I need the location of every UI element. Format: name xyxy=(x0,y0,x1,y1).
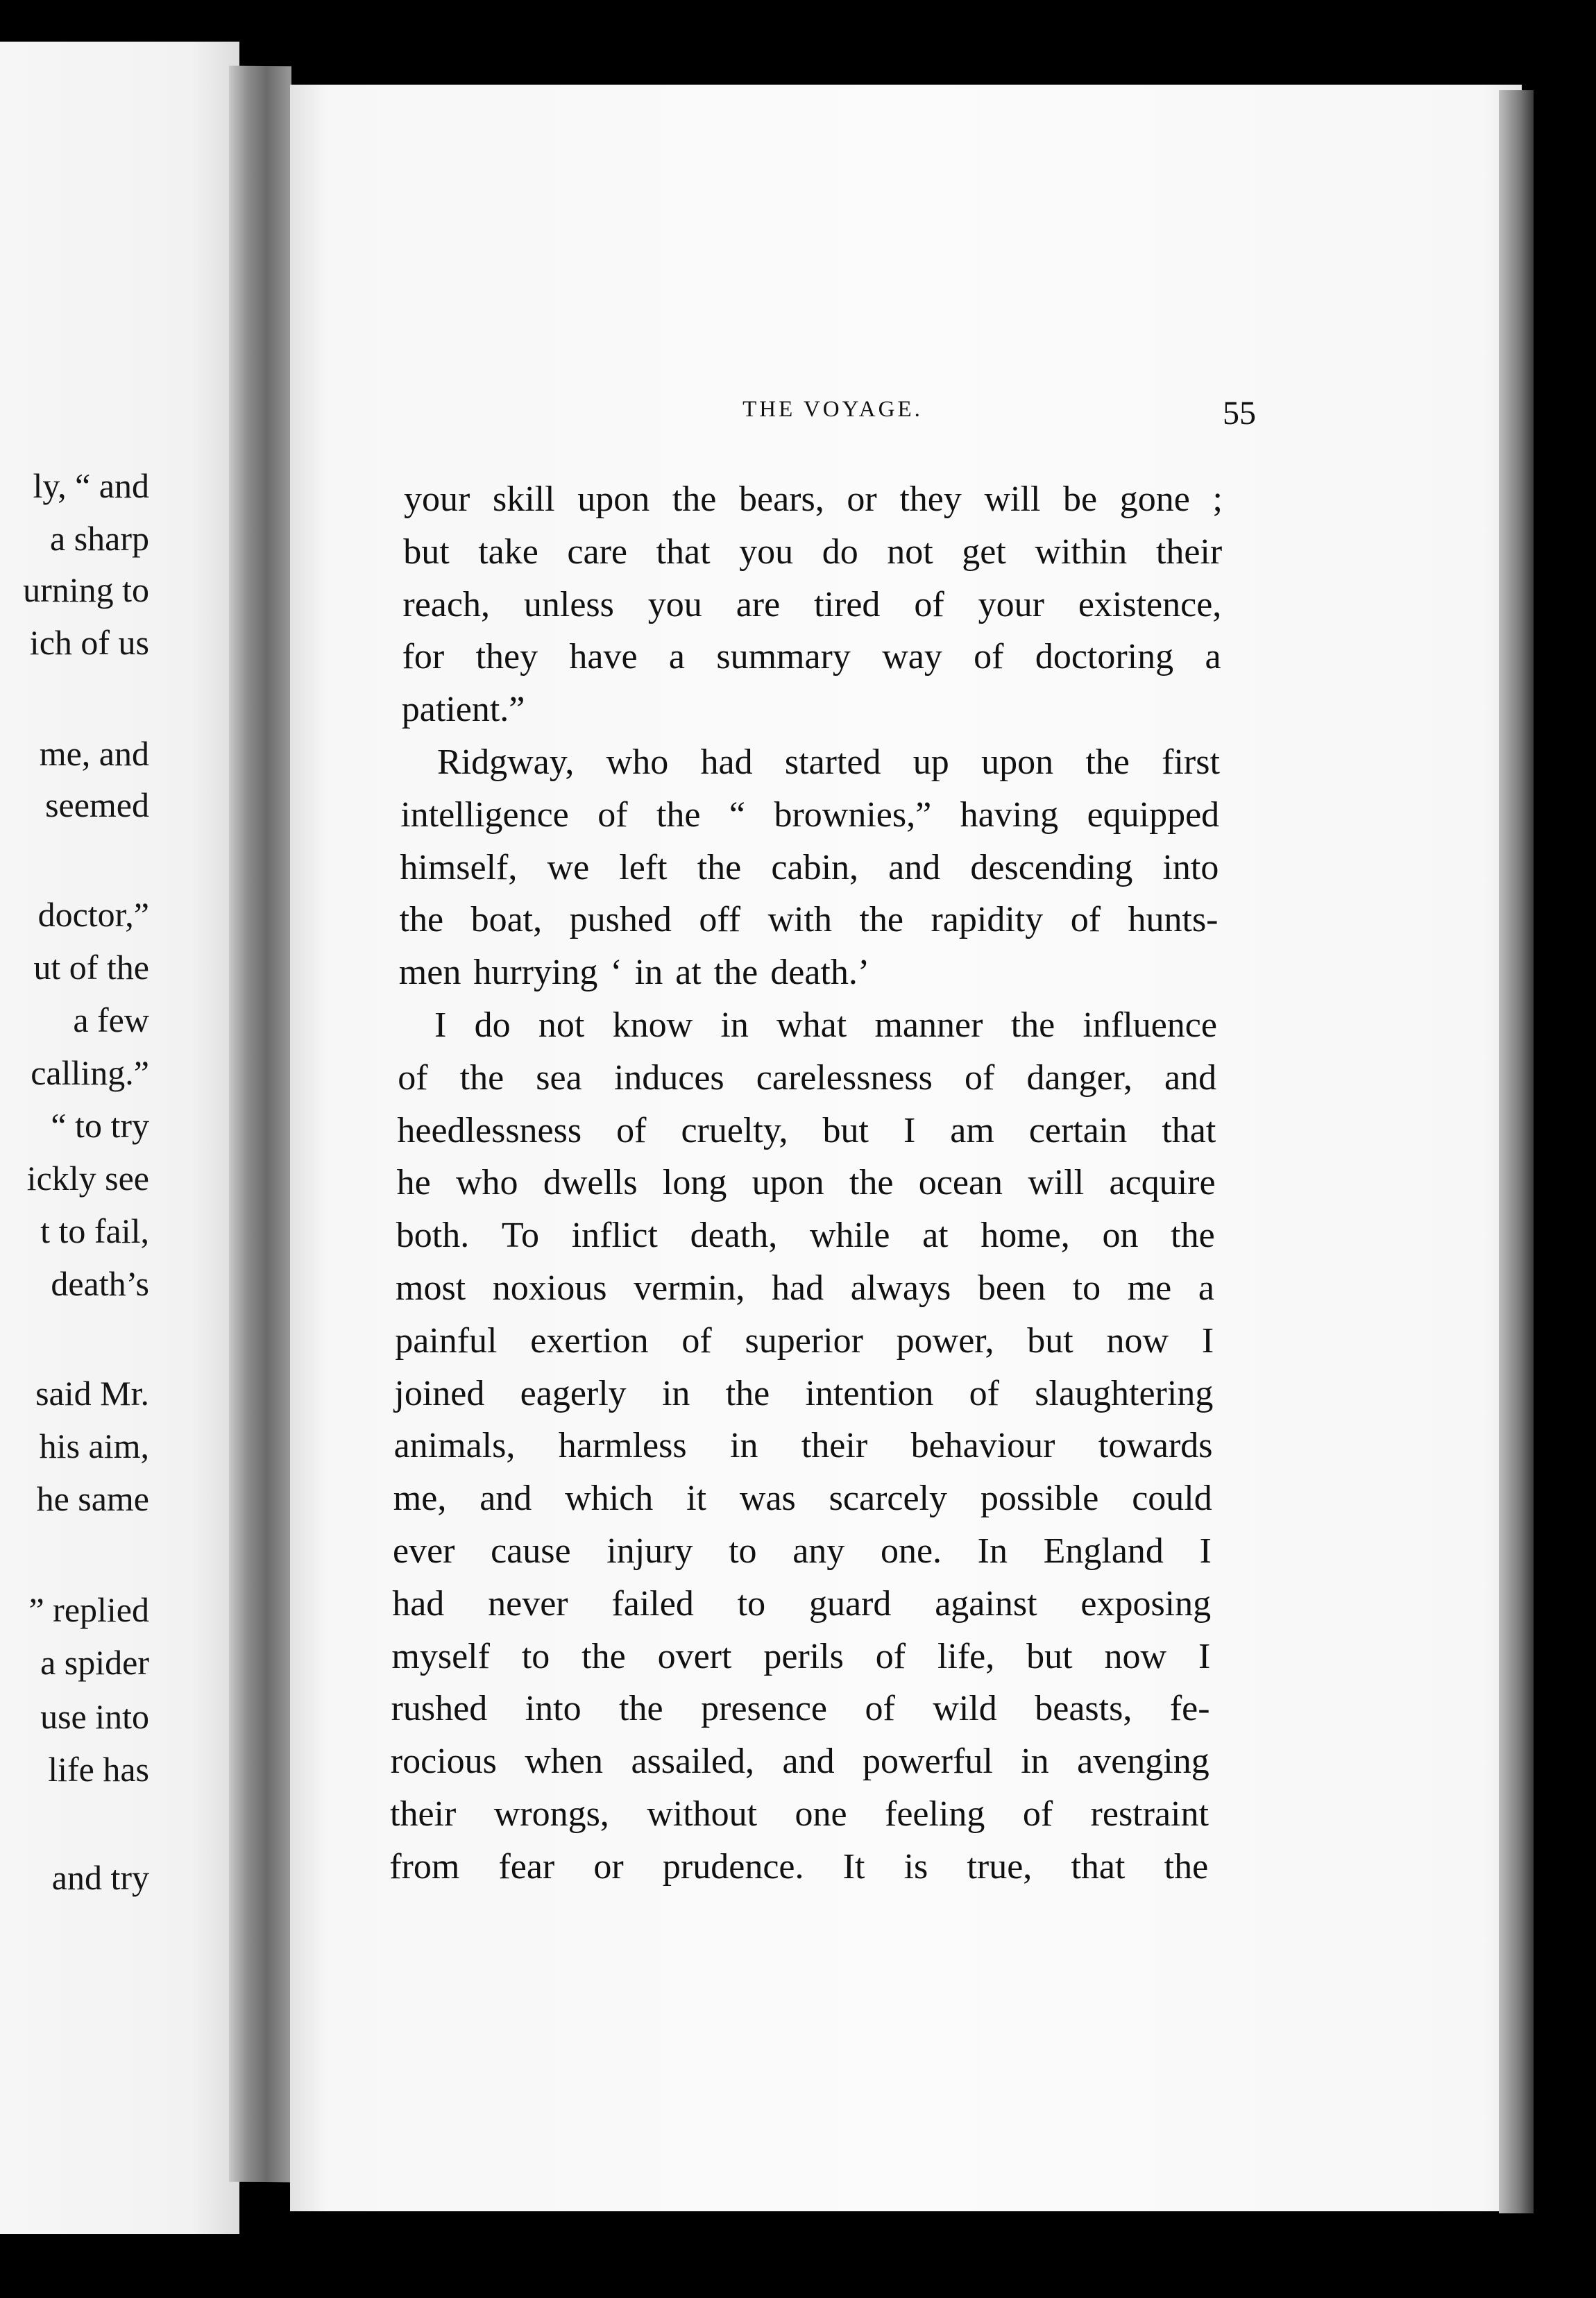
left-page-text-fragments xyxy=(0,0,149,2298)
body-line: myself to the overt perils of life, but now I xyxy=(391,1636,1211,1676)
body-line: most noxious vermin, had always been to me a xyxy=(396,1268,1214,1308)
left-page-fragment: he same xyxy=(36,1479,149,1518)
body-line: painful exertion of superior power, but now I xyxy=(395,1320,1214,1361)
body-line: for they have a summary way of doctoring a xyxy=(402,637,1221,677)
left-page-fragment: calling.” xyxy=(31,1053,149,1092)
body-line: Ridgway, who had started up upon the first xyxy=(437,742,1220,782)
body-line: he who dwells long upon the ocean will acquire xyxy=(396,1163,1216,1203)
body-line: but take care that you do not get within their xyxy=(403,531,1223,572)
body-line: had never failed to guard against exposing xyxy=(392,1583,1212,1624)
left-page-fragment: life has xyxy=(48,1750,149,1789)
left-page-fragment: ut of the xyxy=(33,948,149,987)
page-edge-shadow xyxy=(1499,90,1534,2213)
body-line: me, and which it was scarcely possible could xyxy=(393,1479,1212,1519)
body-line: of the sea induces carelessness of danger, and xyxy=(398,1057,1217,1098)
body-line: men hurrying ‘ in at the death.’ xyxy=(398,953,870,993)
body-line: I do not know in what manner the influence xyxy=(434,1005,1217,1045)
left-page-fragment: death’s xyxy=(51,1264,149,1303)
left-page-fragment: ickly see xyxy=(26,1159,149,1198)
left-page-fragment: ly, “ and xyxy=(33,466,149,505)
left-page-fragment: use into xyxy=(40,1697,149,1736)
left-page-fragment: urning to xyxy=(23,570,149,609)
body-line: rushed into the presence of wild beasts, fe- xyxy=(391,1689,1210,1729)
page-number: 55 xyxy=(1223,395,1256,432)
body-line: joined eagerly in the intention of slaughtering xyxy=(394,1373,1214,1413)
left-page-fragment: seemed xyxy=(45,785,149,824)
left-page-fragment: doctor,” xyxy=(37,895,149,934)
left-page-fragment: a few xyxy=(73,1001,149,1039)
body-line: heedlessness of cruelty, but I am certain that xyxy=(397,1110,1216,1150)
body-line: intelligence of the “ brownies,” having equipped xyxy=(400,794,1220,835)
book-gutter-shadow xyxy=(229,66,291,2183)
left-page-fragment: t to fail, xyxy=(40,1211,149,1250)
left-page-fragment: his aim, xyxy=(39,1427,149,1465)
body-line: your skill upon the bears, or they will be gone ; xyxy=(404,479,1223,519)
body-line: patient.” xyxy=(401,690,525,730)
body-line: rocious when assailed, and powerful in avenging xyxy=(390,1742,1209,1782)
left-page-fragment: a sharp xyxy=(50,519,149,558)
body-line: reach, unless you are tired of your existence, xyxy=(402,584,1222,624)
body-line: from fear or prudence. It is true, that the xyxy=(389,1846,1209,1887)
left-page-fragment: “ to try xyxy=(51,1106,149,1145)
left-page-fragment: ich of us xyxy=(29,623,149,662)
running-head: THE VOYAGE. xyxy=(742,397,923,422)
body-line: ever cause injury to any one. In England I xyxy=(393,1531,1212,1571)
body-line: the boat, pushed off with the rapidity of hunts- xyxy=(399,900,1219,940)
body-line: animals, harmless in their behaviour towards xyxy=(393,1426,1213,1466)
left-page-fragment: ” replied xyxy=(28,1590,149,1629)
left-page-fragment: me, and xyxy=(39,734,149,773)
body-line: their wrongs, without one feeling of restraint xyxy=(390,1794,1209,1834)
left-page-fragment: said Mr. xyxy=(35,1374,149,1413)
left-page-fragment: a spider xyxy=(40,1643,149,1682)
body-line: himself, we left the cabin, and descending into xyxy=(400,847,1219,887)
body-line: both. To inflict death, while at home, on the xyxy=(396,1216,1215,1256)
left-page-fragment: and try xyxy=(51,1858,149,1897)
